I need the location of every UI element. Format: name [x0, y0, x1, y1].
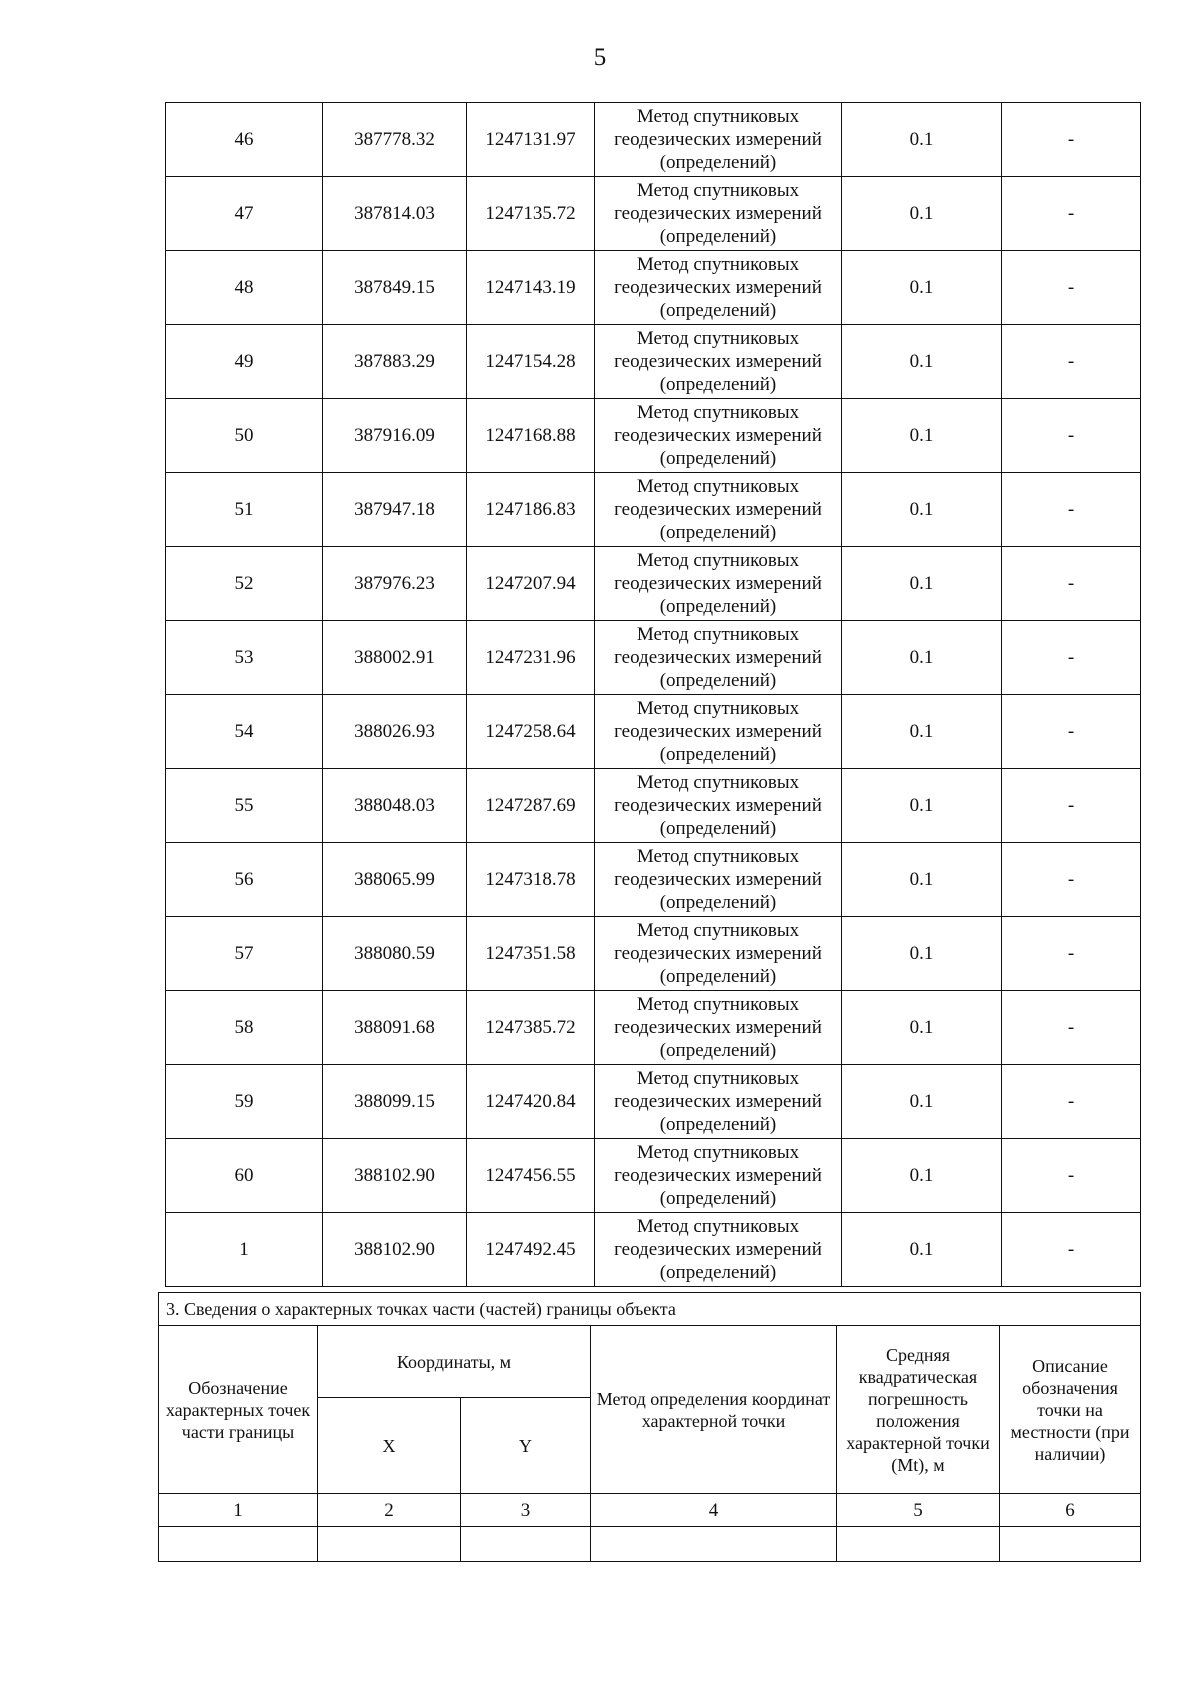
description-cell: - [1002, 917, 1141, 991]
mean-square-error-cell: 0.1 [842, 325, 1002, 399]
empty-cell [1000, 1527, 1141, 1562]
point-number-cell: 56 [166, 843, 323, 917]
y-coordinate-cell: 1247186.83 [467, 473, 595, 547]
empty-cell [461, 1527, 591, 1562]
table-row [166, 399, 1141, 473]
y-coordinate-cell: 1247492.45 [467, 1213, 595, 1287]
column-number-1: 1 [159, 1494, 318, 1527]
description-cell: - [1002, 1065, 1141, 1139]
header-point-designation: Обозначение характерных точек части границы [159, 1326, 318, 1494]
y-coordinate-cell: 1247135.72 [467, 177, 595, 251]
empty-cell [318, 1527, 461, 1562]
y-coordinate-cell: 1247456.55 [467, 1139, 595, 1213]
table-row [166, 917, 1141, 991]
y-coordinate-cell: 1247168.88 [467, 399, 595, 473]
table-row [166, 1139, 1141, 1213]
description-cell: - [1002, 177, 1141, 251]
table-row [166, 473, 1141, 547]
column-number-5: 5 [837, 1494, 1000, 1527]
x-coordinate-cell: 387976.23 [323, 547, 467, 621]
method-cell: Метод спутниковых геодезических измерений (определений) [595, 251, 842, 325]
point-number-cell: 55 [166, 769, 323, 843]
description-cell: - [1002, 399, 1141, 473]
point-number-cell: 52 [166, 547, 323, 621]
table-row [166, 991, 1141, 1065]
coordinates-table-body [166, 103, 1141, 1287]
description-cell: - [1002, 547, 1141, 621]
description-cell: - [1002, 991, 1141, 1065]
empty-cell [591, 1527, 837, 1562]
method-cell: Метод спутниковых геодезических измерений (определений) [595, 843, 842, 917]
x-coordinate-cell: 388026.93 [323, 695, 467, 769]
header-description: Описание обозначения точки на местности (при наличии) [1000, 1326, 1141, 1494]
x-coordinate-cell: 388080.59 [323, 917, 467, 991]
x-coordinate-cell: 387814.03 [323, 177, 467, 251]
mean-square-error-cell: 0.1 [842, 103, 1002, 177]
y-coordinate-cell: 1247351.58 [467, 917, 595, 991]
x-coordinate-cell: 387947.18 [323, 473, 467, 547]
table-row [166, 1065, 1141, 1139]
point-number-cell: 60 [166, 1139, 323, 1213]
method-cell: Метод спутниковых геодезических измерений (определений) [595, 1139, 842, 1213]
y-coordinate-cell: 1247385.72 [467, 991, 595, 1065]
method-cell: Метод спутниковых геодезических измерений (определений) [595, 917, 842, 991]
point-number-cell: 51 [166, 473, 323, 547]
x-coordinate-cell: 387778.32 [323, 103, 467, 177]
y-coordinate-cell: 1247131.97 [467, 103, 595, 177]
point-number-cell: 50 [166, 399, 323, 473]
method-cell: Метод спутниковых геодезических измерений (определений) [595, 769, 842, 843]
mean-square-error-cell: 0.1 [842, 769, 1002, 843]
header-method: Метод определения координат характерной точки [591, 1326, 837, 1494]
table-row [166, 695, 1141, 769]
x-coordinate-cell: 387916.09 [323, 399, 467, 473]
x-coordinate-cell: 388065.99 [323, 843, 467, 917]
column-number-4: 4 [591, 1494, 837, 1527]
y-coordinate-cell: 1247143.19 [467, 251, 595, 325]
point-number-cell: 57 [166, 917, 323, 991]
mean-square-error-cell: 0.1 [842, 843, 1002, 917]
x-coordinate-cell: 388102.90 [323, 1213, 467, 1287]
y-coordinate-cell: 1247318.78 [467, 843, 595, 917]
description-cell: - [1002, 843, 1141, 917]
description-cell: - [1002, 695, 1141, 769]
description-cell: - [1002, 473, 1141, 547]
mean-square-error-cell: 0.1 [842, 1139, 1002, 1213]
x-coordinate-cell: 387849.15 [323, 251, 467, 325]
point-number-cell: 53 [166, 621, 323, 695]
page-number: 5 [593, 44, 607, 71]
table-row [166, 251, 1141, 325]
y-coordinate-cell: 1247420.84 [467, 1065, 595, 1139]
table-row [166, 1213, 1141, 1287]
description-cell: - [1002, 621, 1141, 695]
header-x: X [318, 1398, 461, 1494]
x-coordinate-cell: 388002.91 [323, 621, 467, 695]
table-row [166, 547, 1141, 621]
point-number-cell: 54 [166, 695, 323, 769]
method-cell: Метод спутниковых геодезических измерений (определений) [595, 325, 842, 399]
description-cell: - [1002, 325, 1141, 399]
coordinates-table [165, 102, 1141, 1287]
header-mean-square-error: Средняя квадратическая погрешность положения характерной точки (Mt), м [837, 1326, 1000, 1494]
header-y: Y [461, 1398, 591, 1494]
description-cell: - [1002, 103, 1141, 177]
x-coordinate-cell: 388099.15 [323, 1065, 467, 1139]
method-cell: Метод спутниковых геодезических измерений (определений) [595, 547, 842, 621]
mean-square-error-cell: 0.1 [842, 177, 1002, 251]
method-cell: Метод спутниковых геодезических измерений (определений) [595, 695, 842, 769]
y-coordinate-cell: 1247231.96 [467, 621, 595, 695]
y-coordinate-cell: 1247287.69 [467, 769, 595, 843]
y-coordinate-cell: 1247207.94 [467, 547, 595, 621]
method-cell: Метод спутниковых геодезических измерений (определений) [595, 1213, 842, 1287]
point-number-cell: 46 [166, 103, 323, 177]
empty-row [159, 1527, 1141, 1562]
mean-square-error-cell: 0.1 [842, 1213, 1002, 1287]
method-cell: Метод спутниковых геодезических измерений (определений) [595, 1065, 842, 1139]
description-cell: - [1002, 1213, 1141, 1287]
point-number-cell: 59 [166, 1065, 323, 1139]
mean-square-error-cell: 0.1 [842, 399, 1002, 473]
table-row [166, 843, 1141, 917]
mean-square-error-cell: 0.1 [842, 1065, 1002, 1139]
point-number-cell: 47 [166, 177, 323, 251]
description-cell: - [1002, 251, 1141, 325]
method-cell: Метод спутниковых геодезических измерений (определений) [595, 177, 842, 251]
column-number-2: 2 [318, 1494, 461, 1527]
header-coordinates: Координаты, м [318, 1326, 591, 1398]
mean-square-error-cell: 0.1 [842, 621, 1002, 695]
point-number-cell: 58 [166, 991, 323, 1065]
method-cell: Метод спутниковых геодезических измерений (определений) [595, 991, 842, 1065]
mean-square-error-cell: 0.1 [842, 251, 1002, 325]
table-row [166, 621, 1141, 695]
y-coordinate-cell: 1247154.28 [467, 325, 595, 399]
method-cell: Метод спутниковых геодезических измерений (определений) [595, 473, 842, 547]
method-cell: Метод спутниковых геодезических измерений (определений) [595, 103, 842, 177]
x-coordinate-cell: 388048.03 [323, 769, 467, 843]
x-coordinate-cell: 388091.68 [323, 991, 467, 1065]
x-coordinate-cell: 387883.29 [323, 325, 467, 399]
mean-square-error-cell: 0.1 [842, 991, 1002, 1065]
x-coordinate-cell: 388102.90 [323, 1139, 467, 1213]
section-3-title: 3. Сведения о характерных точках части (частей) границы объекта [159, 1293, 1141, 1326]
method-cell: Метод спутниковых геодезических измерений (определений) [595, 621, 842, 695]
mean-square-error-cell: 0.1 [842, 547, 1002, 621]
method-cell: Метод спутниковых геодезических измерений (определений) [595, 399, 842, 473]
mean-square-error-cell: 0.1 [842, 473, 1002, 547]
table-row [166, 103, 1141, 177]
column-number-6: 6 [1000, 1494, 1141, 1527]
mean-square-error-cell: 0.1 [842, 917, 1002, 991]
section-3-table [158, 1292, 1141, 1562]
point-number-cell: 1 [166, 1213, 323, 1287]
table-row [166, 177, 1141, 251]
point-number-cell: 49 [166, 325, 323, 399]
description-cell: - [1002, 1139, 1141, 1213]
empty-cell [159, 1527, 318, 1562]
empty-cell [837, 1527, 1000, 1562]
mean-square-error-cell: 0.1 [842, 695, 1002, 769]
table-row [166, 325, 1141, 399]
description-cell: - [1002, 769, 1141, 843]
table-row [166, 769, 1141, 843]
column-number-3: 3 [461, 1494, 591, 1527]
point-number-cell: 48 [166, 251, 323, 325]
y-coordinate-cell: 1247258.64 [467, 695, 595, 769]
